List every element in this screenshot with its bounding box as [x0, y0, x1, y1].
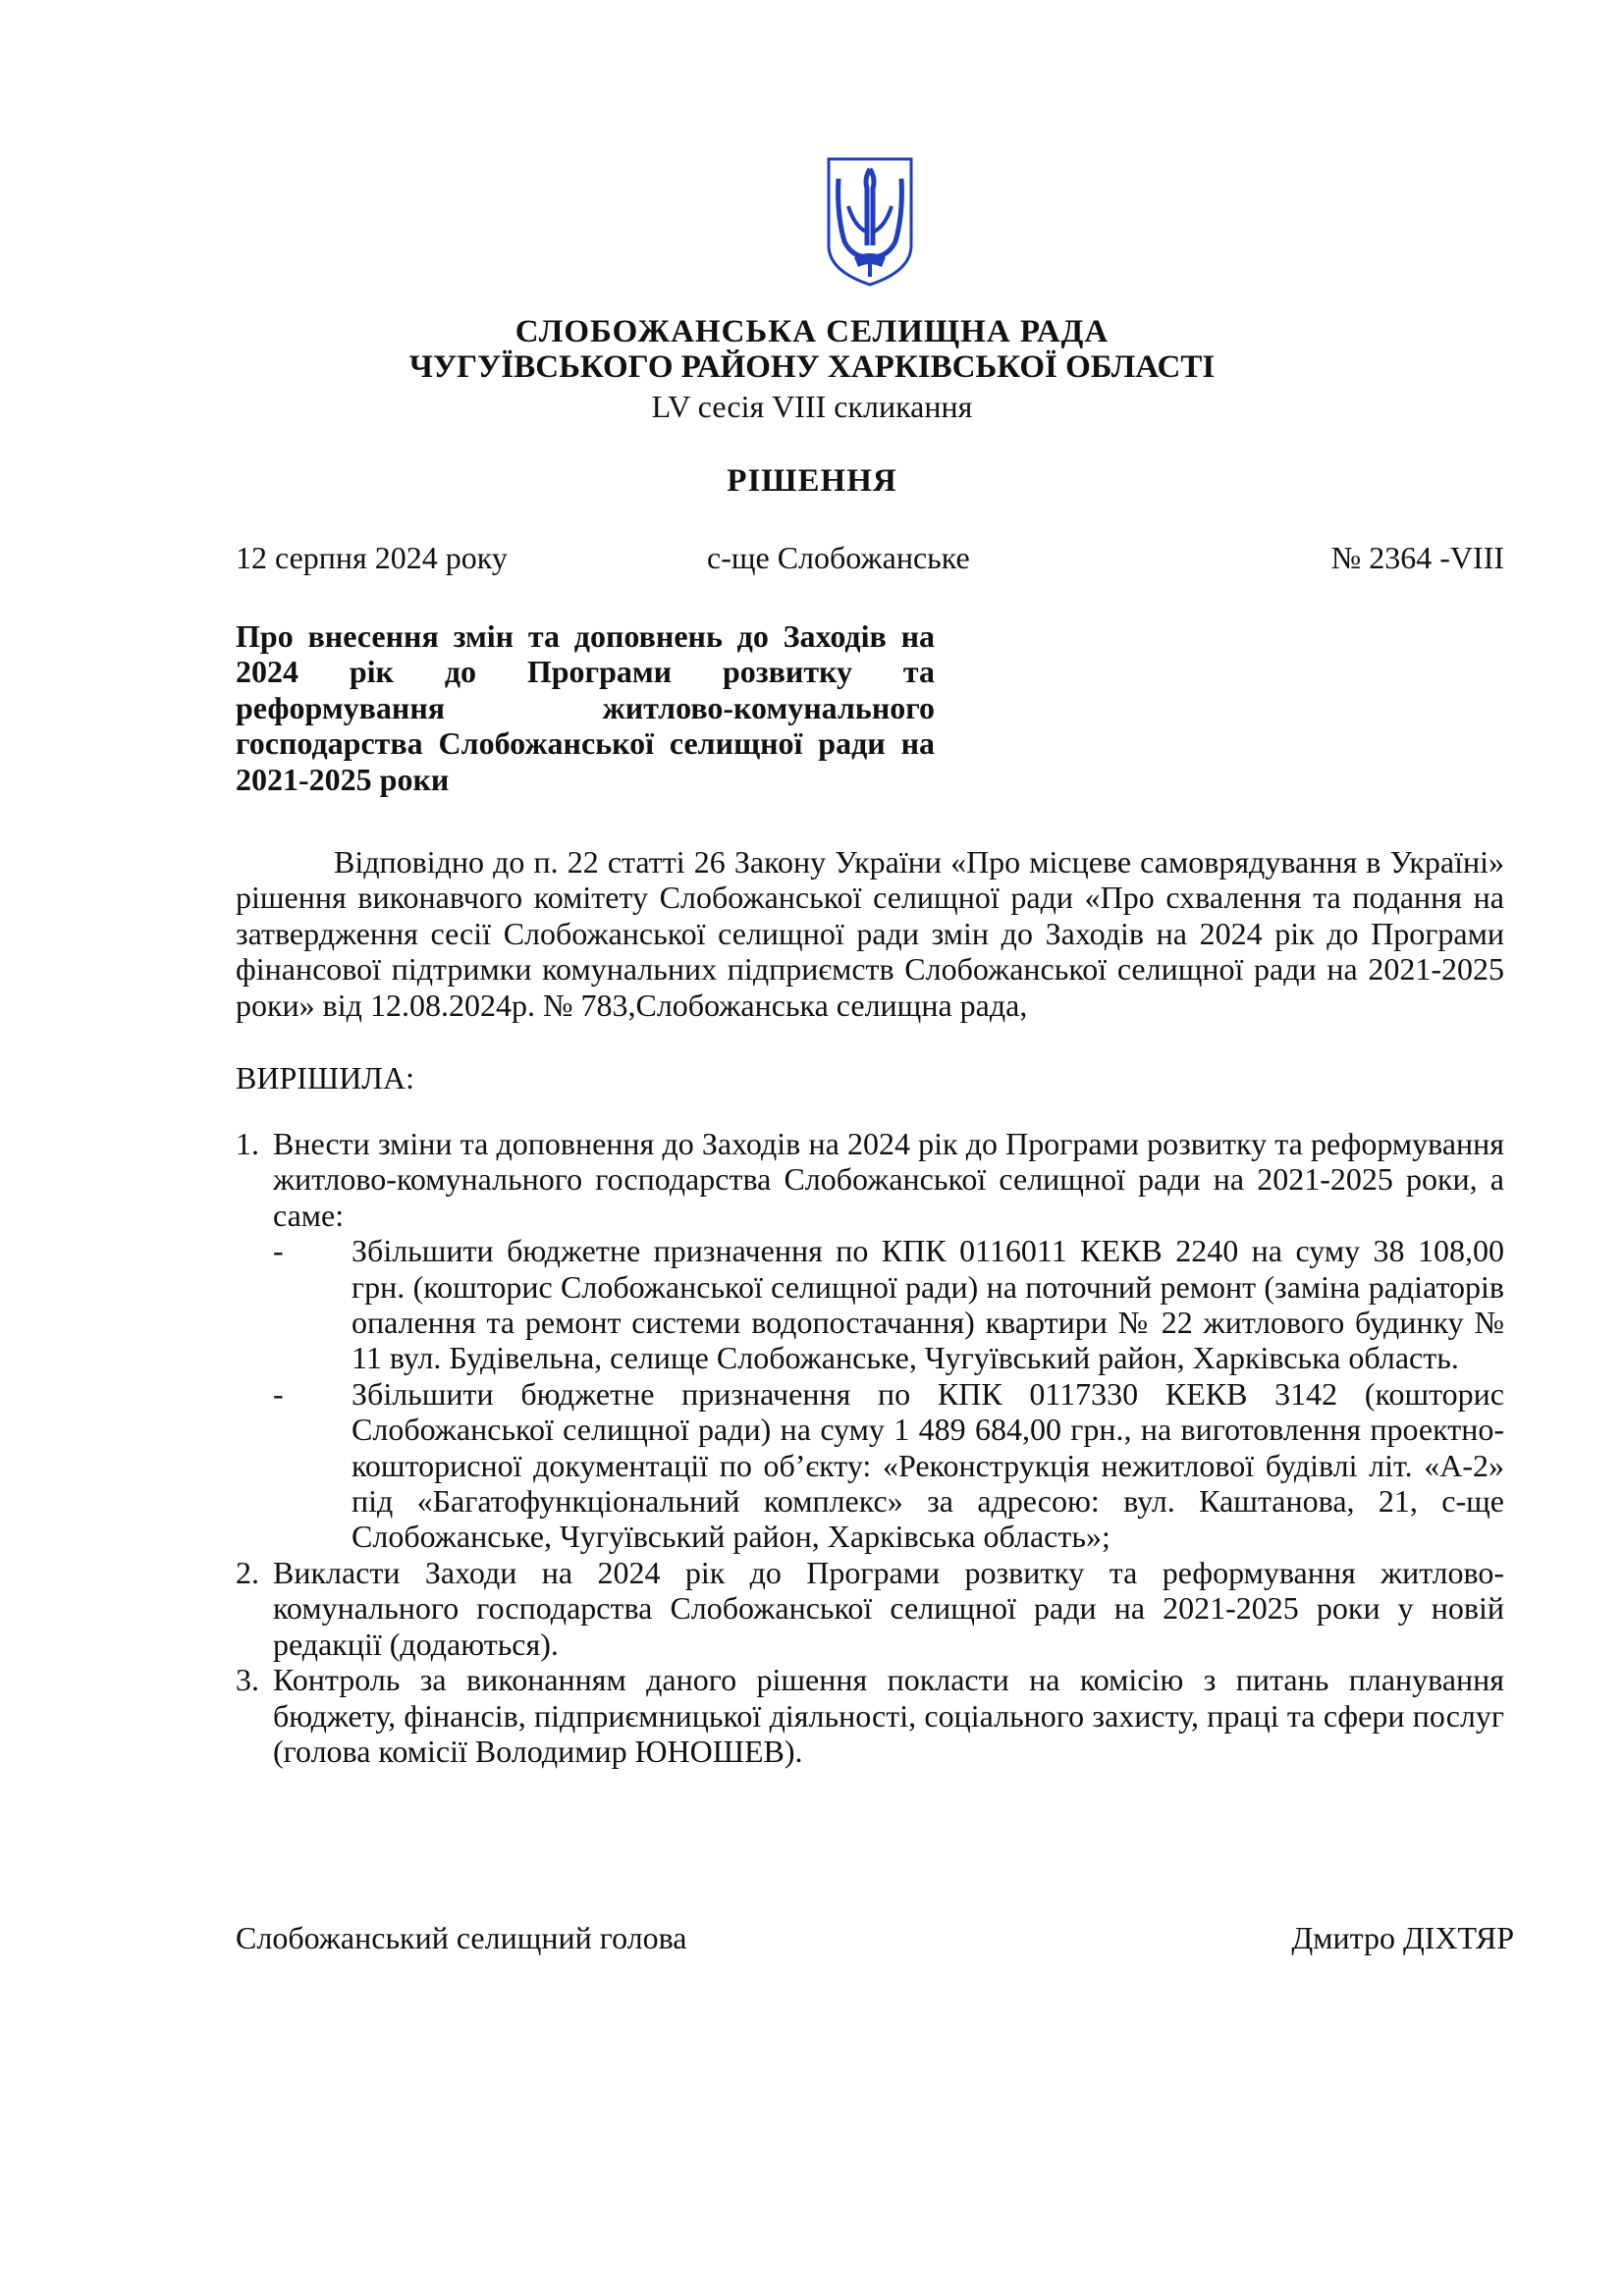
- document-type-title: РІШЕННЯ: [727, 463, 897, 499]
- decision-number: № 2364 -VIII: [1330, 540, 1504, 575]
- list-item-text: Внести зміни та доповнення до Заходів на 2024 рік до Програми розвитку та реформування житлово-комунального господарства Слобожанської селищної ради на 2021-2025 роки, а саме:: [273, 1126, 1504, 1233]
- sub-item: [236, 1233, 1504, 1376]
- resolved-label: ВИРІШИЛА:: [236, 1060, 414, 1095]
- list-item-text: Контроль за виконанням даного рішення покласти на комісію з питань планування бюджету, фінансів, підприємницької діяльності, соціального захисту, праці та сфери послуг (голова комісії Володимир ЮНОШЕВ).: [273, 1662, 1504, 1769]
- list-item-number: 1.: [236, 1126, 259, 1161]
- preamble-paragraph: Відповідно до п. 22 статті 26 Закону України «Про місцеве самоврядування в Україні» рішення виконавчого комітету Слобожанської селищної ради «Про схвалення та подання на затвердження сесії Слобожанської селищної ради змін до Заходів на 2024 рік до Програми фінансової підтримки комунальних підприємств Слобожанської селищної ради на 2021-2025 роки» від 12.08.2024р. № 783,Слобожанська селищна рада,: [236, 844, 1504, 1023]
- list-item: [236, 1555, 1504, 1662]
- list-item-number: 2.: [236, 1554, 259, 1590]
- sub-item: [236, 1376, 1504, 1555]
- list-item-text: Викласти Заходи на 2024 рік до Програми розвитку та реформування житлово-комунального господарства Слобожанської селищної ради на 2021-2025 роки у новій редакції (додаються).: [273, 1554, 1504, 1662]
- sub-item-text: Збільшити бюджетне призначення по КПК 0116011 КЕКВ 2240 на суму 38 108,00 грн. (кошторис Слобожанської селищної ради) на поточний ремонт (заміна радіаторів опалення та ремонт системи водопостачання) квартири № 22 житлового будинку № 11 вул. Будівельна, селище Слобожанське, Чугуївський район, Харківська область.: [352, 1233, 1504, 1376]
- list-item: [236, 1126, 1504, 1233]
- signatory-position: Слобожанський селищний голова: [236, 1920, 687, 1955]
- list-item: [236, 1662, 1504, 1769]
- sub-item-text: Збільшити бюджетне призначення по КПК 0117330 КЕКВ 3142 (кошторис Слобожанської селищної ради) на суму 1 489 684,00 грн., на виготовлення проектно-кошторисної документації по об’єкту: «Реконструкція нежитлової будівлі літ. «А-2» під «Багатофункціональний комплекс» за адресою: вул. Каштанова, 21, с-ще Слобожанське, Чугуївський район, Харківська область»;: [352, 1375, 1504, 1555]
- decision-date: 12 серпня 2024 року: [236, 540, 508, 575]
- resolution-list: [236, 1126, 1504, 1769]
- sub-item-dash: -: [273, 1233, 284, 1269]
- session-line: LV сесія VIII скликання: [651, 389, 973, 424]
- sub-item-dash: -: [273, 1375, 284, 1412]
- decision-subject: Про внесення змін та доповнень до Заходів на 2024 рік до Програми розвитку та реформування житлово-комунального господарства Слобожанської селищної ради на 2021-2025 роки: [236, 618, 935, 797]
- district-name: ЧУГУЇВСЬКОГО РАЙОНУ ХАРКІВСЬКОЇ ОБЛАСТІ: [408, 349, 1216, 385]
- council-name: СЛОБОЖАНСЬКА СЕЛИЩНА РАДА: [514, 314, 1110, 349]
- list-item-number: 3.: [236, 1662, 259, 1698]
- signatory-name: Дмитро ДІХТЯР: [1291, 1920, 1514, 1955]
- coat-of-arms-icon: [825, 155, 915, 289]
- decision-place: с-ще Слобожанське: [707, 540, 970, 575]
